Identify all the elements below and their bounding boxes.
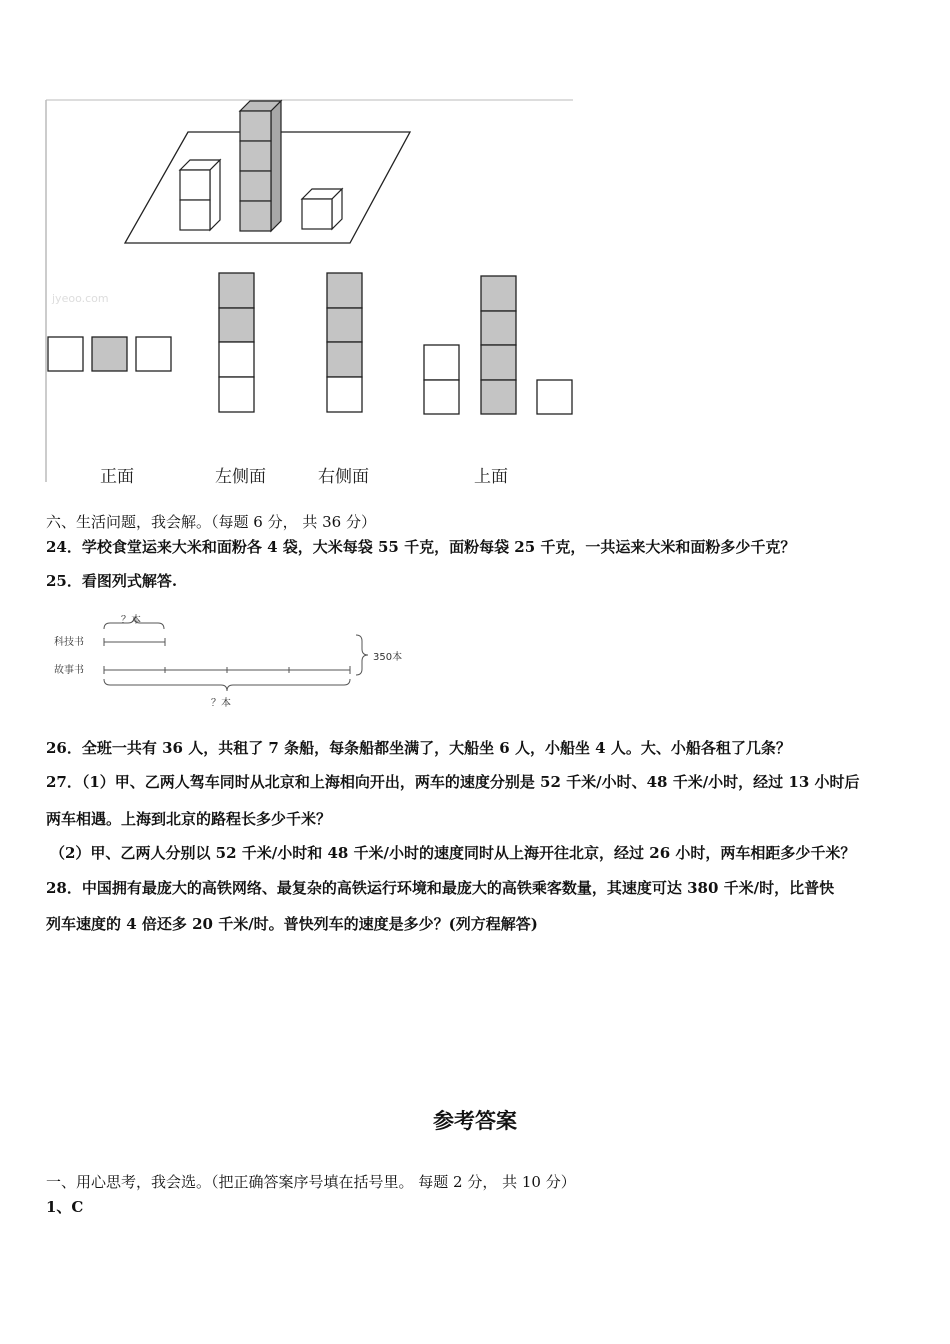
sci-unknown-label: ？本 <box>121 615 141 626</box>
story-unknown-label: ？本 <box>211 698 231 709</box>
sci-book-label: 科技书 <box>54 637 84 648</box>
right-cube <box>302 189 342 229</box>
question-27-part1-line2: 两车相遇。上海到北京的路程长多少千米？ <box>46 810 332 828</box>
right-side-view <box>327 273 362 412</box>
question-28-line2: 列车速度的 4 倍还多 20 千米/时。普快列车的速度是多少？(列方程解答) <box>46 915 538 933</box>
total-label: 350本 <box>373 652 403 663</box>
left-view-label: 左侧面 <box>215 467 266 487</box>
top-view <box>424 276 572 414</box>
question-27-part2: （2）甲、乙两人分别以 52 千米/小时和 48 千米/小时的速度同时从上海开往北京，经过 26 小时，两车相距多少千米？ <box>50 844 856 862</box>
answers-title: 参考答案 <box>433 1109 517 1133</box>
total-brace <box>356 635 368 675</box>
front-view <box>48 337 171 371</box>
story-brace <box>104 679 350 691</box>
top-view-label: 上面 <box>474 467 508 487</box>
tall-stack <box>240 101 281 231</box>
left-side-view <box>219 273 254 412</box>
front-view-label: 正面 <box>100 467 134 487</box>
line-segment-diagram <box>46 605 426 715</box>
question-25: 25．看图列式解答. <box>46 572 178 590</box>
right-view-label: 右侧面 <box>318 467 369 487</box>
answers-section1-heading: 一、用心思考，我会选。（把正确答案序号填在括号里。 每题 2 分， 共 10 分） <box>46 1173 576 1191</box>
section6-heading: 六、生活问题，我会解。（每题 6 分， 共 36 分） <box>46 513 376 531</box>
watermark: jyeoo.com <box>52 292 109 305</box>
answer-1: 1、C <box>46 1198 84 1216</box>
story-book-label: 故事书 <box>54 665 84 676</box>
left-stack <box>180 160 220 230</box>
question-27-part1-line1: 27．（1）甲、乙两人驾车同时从北京和上海相向开出，两车的速度分别是 52 千米/小时、48 千米/小时，经过 13 小时后 <box>46 773 860 791</box>
cube-figure-svg <box>0 0 950 500</box>
question-28-line1: 28．中国拥有最庞大的高铁网络、最复杂的高铁运行环境和最庞大的高铁乘客数量，其速度可达 380 千米/时，比普快 <box>46 879 835 897</box>
question-26: 26．全班一共有 36 人，共租了 7 条船，每条船都坐满了，大船坐 6 人，小船坐 4 人。大、小船各租了几条？ <box>46 739 791 757</box>
question-24: 24．学校食堂运来大米和面粉各 4 袋，大米每袋 55 千克，面粉每袋 25 千克，一共运来大米和面粉多少千克？ <box>46 538 796 556</box>
